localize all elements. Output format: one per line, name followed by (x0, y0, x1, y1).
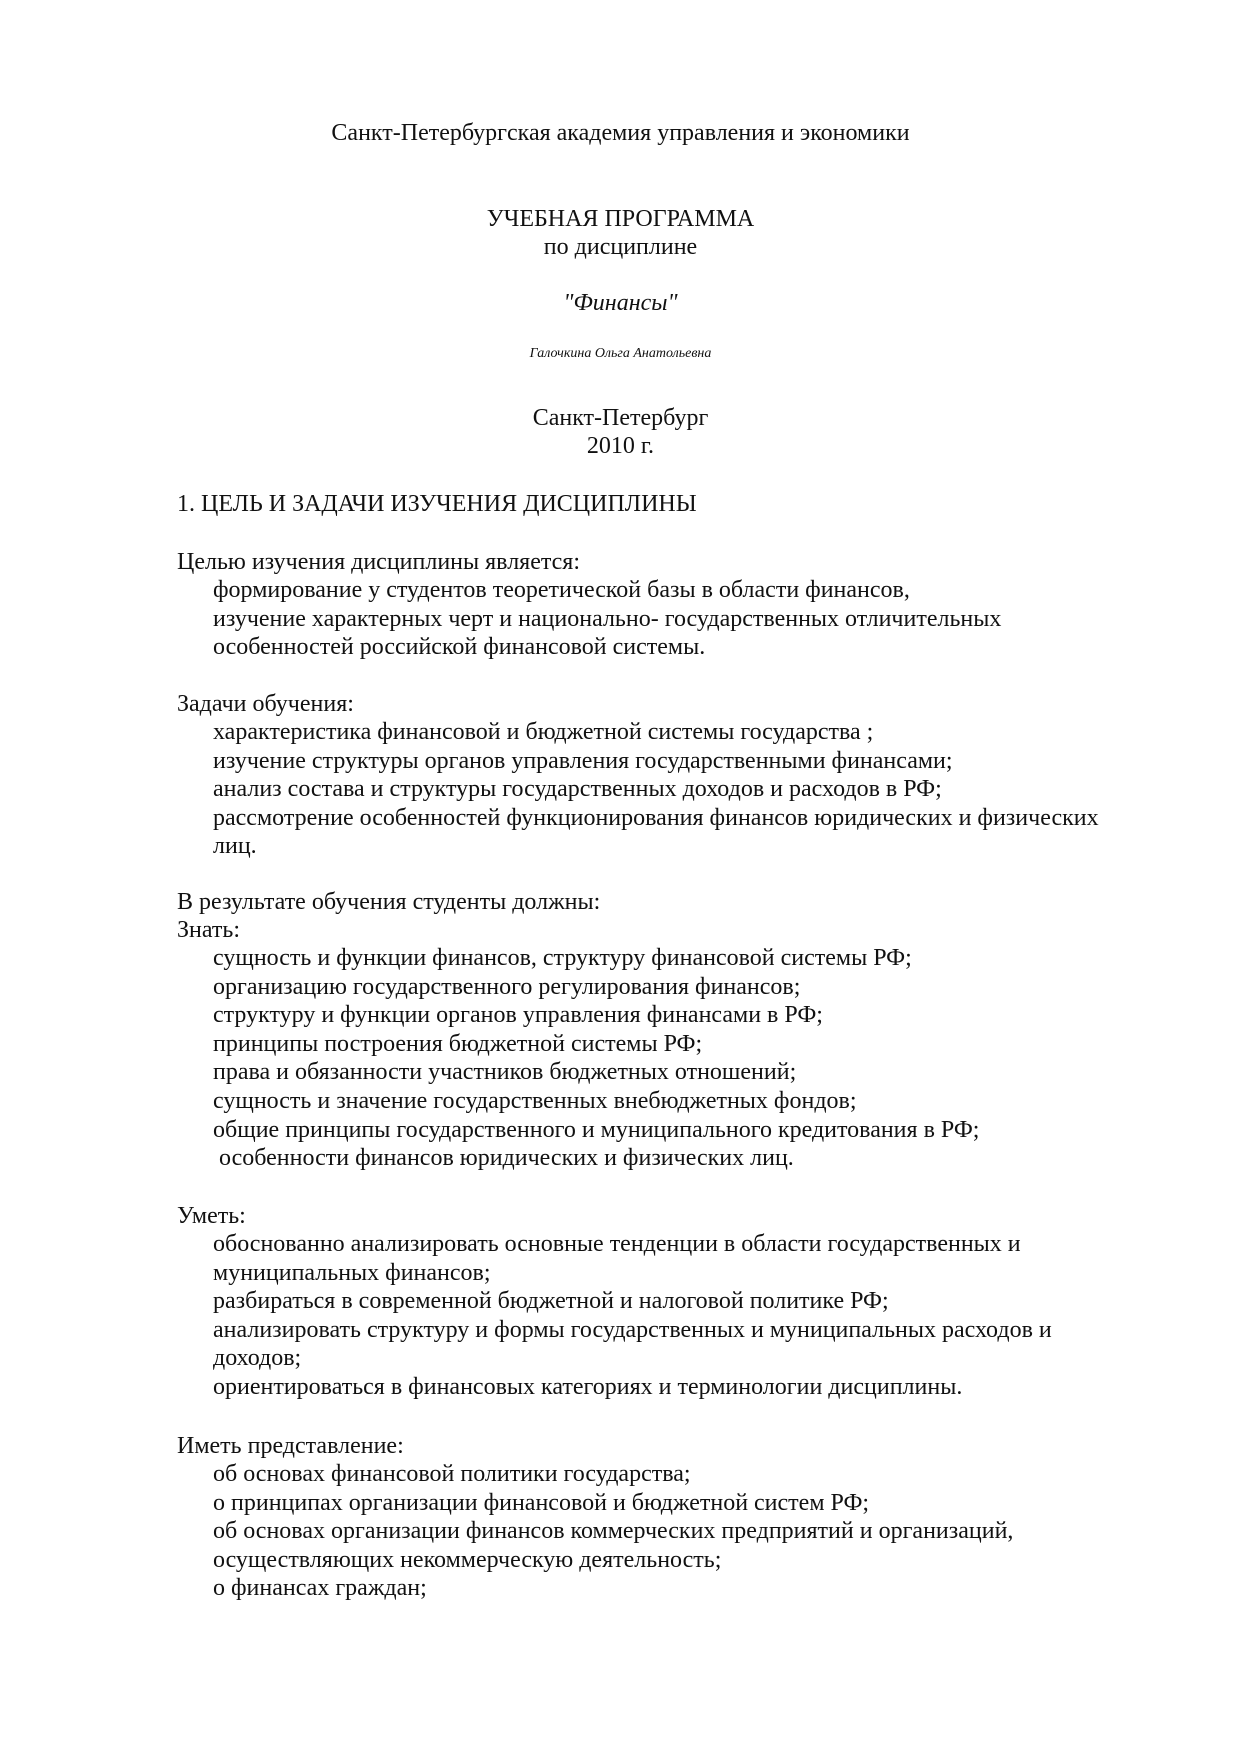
tasks-block (177, 690, 1177, 861)
results-block (177, 888, 1177, 1173)
list-item: ориентироваться в финансовых категориях и терминологии дисциплины. (213, 1373, 963, 1400)
list-item: лиц. (213, 833, 257, 860)
goal-list (177, 576, 1177, 662)
list-item: обоснованно анализировать основные тенденции в области государственных и муниципальных финансов; (213, 1231, 1021, 1286)
list-item: характеристика финансовой и бюджетной системы государства ; (213, 719, 874, 745)
list-item: анализ состава и структуры государственных доходов и расходов в РФ; (213, 776, 942, 803)
list-item: права и обязанности участников бюджетных отношений; (213, 1059, 797, 1086)
list-item: сущность и функции финансов, структуру финансовой системы РФ; (213, 945, 912, 971)
know-list (177, 944, 1177, 1173)
tasks-label: Задачи обучения: (177, 691, 354, 717)
awareness-list (177, 1460, 1177, 1603)
list-item: рассмотрение особенностей функционирования финансов юридических и физических (213, 804, 1099, 831)
awareness-block (177, 1432, 1177, 1603)
know-label: Знать: (177, 917, 240, 943)
list-item: о принципах организации финансовой и бюджетной систем РФ; (213, 1489, 870, 1516)
list-item: структуру и функции органов управления финансами в РФ; (213, 1002, 823, 1029)
list-item: анализировать структуру и формы государственных и муниципальных расходов и доходов; (213, 1316, 1052, 1372)
list-item: общие принципы государственного и муниципального кредитования в РФ; (213, 1116, 980, 1143)
skills-block (177, 1202, 1177, 1402)
list-item: особенности финансов юридических и физических лиц. (213, 1145, 794, 1172)
list-item: организацию государственного регулирования финансов; (213, 973, 801, 1000)
list-item: сущность и значение государственных внебюджетных фондов; (213, 1087, 857, 1114)
list-item: формирование у студентов теоретической базы в области финансов, (213, 577, 910, 603)
list-item: разбираться в современной бюджетной и налоговой политике РФ; (213, 1288, 889, 1315)
year: 2010 г. (586, 433, 655, 459)
awareness-label: Иметь представление: (177, 1433, 404, 1459)
author-name: Галочкина Ольга Анатольевна (529, 346, 712, 361)
list-item: принципы построения бюджетной системы РФ; (213, 1030, 703, 1057)
list-item: особенностей российской финансовой системы. (213, 634, 706, 661)
skills-list (177, 1230, 1177, 1402)
institution-name: Санкт-Петербургская академия управления и экономики (331, 120, 910, 146)
goal-block (177, 548, 1177, 662)
list-item: об основах организации финансов коммерческих предприятий и организаций, (213, 1518, 1014, 1545)
city: Санкт-Петербург (532, 405, 709, 431)
list-item: осуществляющих некоммерческую деятельность; (213, 1546, 722, 1573)
document-subtitle: по дисциплине (543, 234, 698, 260)
goal-label: Целью изучения дисциплины является: (177, 549, 580, 575)
section-heading: 1. ЦЕЛЬ И ЗАДАЧИ ИЗУЧЕНИЯ ДИСЦИПЛИНЫ (177, 491, 697, 517)
document-type: УЧЕБНАЯ ПРОГРАММА (486, 206, 755, 232)
list-item: изучение характерных черт и национально- государственных отличительных (213, 605, 1002, 632)
discipline-title: "Финансы" (563, 290, 678, 316)
results-label: В результате обучения студенты должны: (177, 889, 601, 915)
list-item: об основах финансовой политики государства; (213, 1461, 691, 1487)
skills-label: Уметь: (177, 1203, 246, 1229)
tasks-list (177, 718, 1177, 861)
list-item: о финансах граждан; (213, 1575, 427, 1602)
list-item: изучение структуры органов управления государственными финансами; (213, 747, 953, 774)
